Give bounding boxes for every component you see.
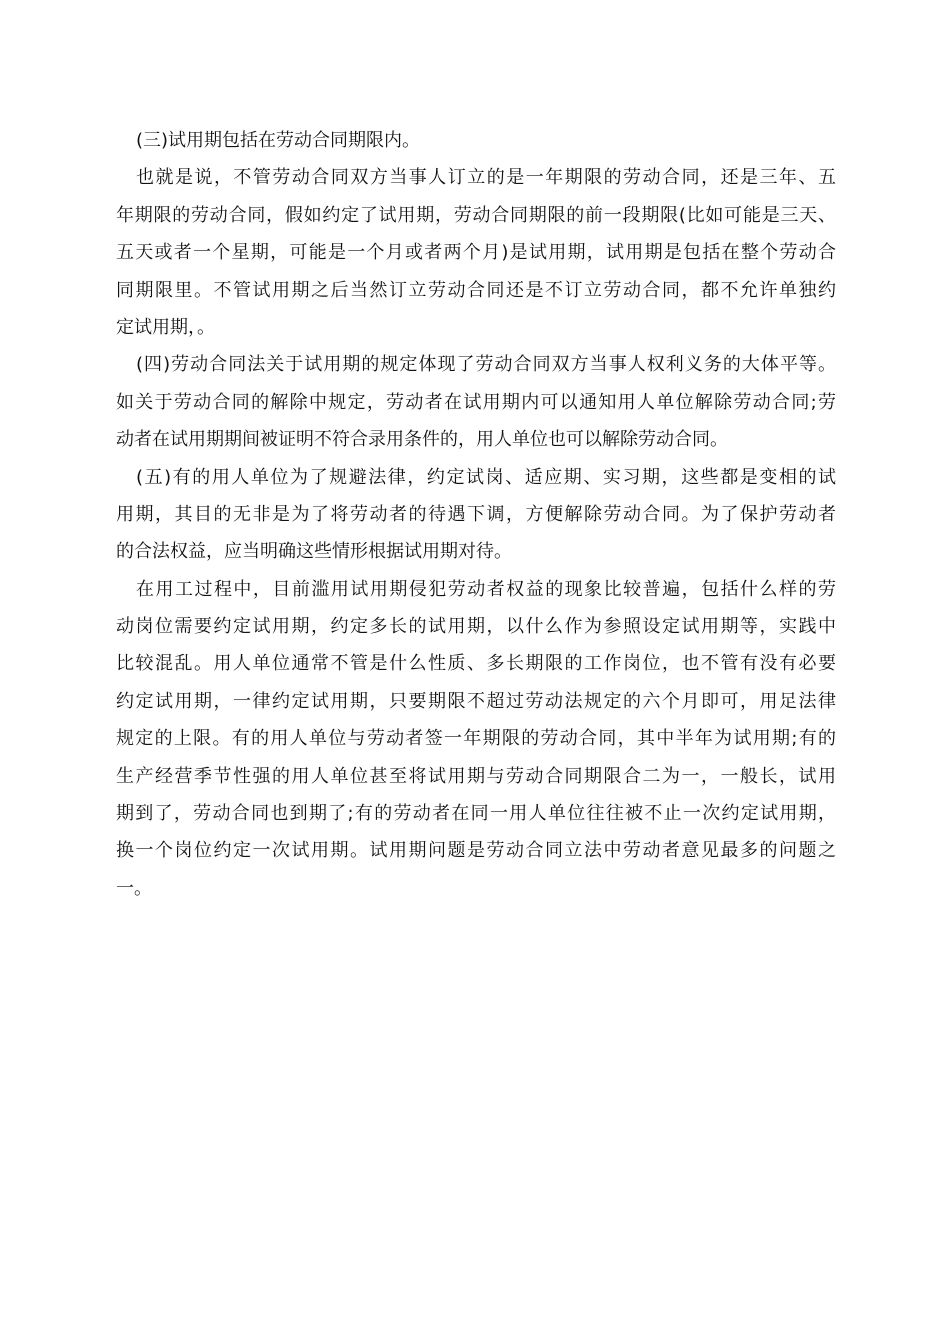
paragraph-line: 比较混乱。用人单位通常不管是什么性质、多长期限的工作岗位，也不管有没有必要 [116,653,836,675]
paragraph-line: 生产经营季节性强的用人单位甚至将试用期与劳动合同期限合二为一，一般长，试用 [116,765,836,787]
paragraph-line: 如关于劳动合同的解除中规定，劳动者在试用期内可以通知用人单位解除劳动合同;劳 [116,391,836,413]
paragraph-line: 一。 [116,877,152,899]
paragraph-line: (四)劳动合同法关于试用期的规定体现了劳动合同双方当事人权利义务的大体平等。 [136,354,836,376]
paragraph-line: 期到了，劳动合同也到期了;有的劳动者在同一用人单位往往被不止一次约定试用期， [116,803,836,825]
paragraph-line: 定试用期，。 [116,316,215,338]
paragraph-line: (五)有的用人单位为了规避法律，约定试岗、适应期、实习期，这些都是变相的试 [136,466,836,488]
paragraph-line: 用期，其目的无非是为了将劳动者的待遇下调，方便解除劳动合同。为了保护劳动者 [116,503,836,525]
paragraph-line: 约定试用期，一律约定试用期，只要期限不超过劳动法规定的六个月即可，用足法律 [116,690,836,712]
paragraph-line: (三)试用期包括在劳动合同期限内。 [136,130,421,151]
paragraph-line: 同期限里。不管试用期之后当然订立劳动合同还是不订立劳动合同，都不允许单独约 [116,279,836,301]
paragraph-line: 动岗位需要约定试用期，约定多长的试用期，以什么作为参照设定试用期等，实践中 [116,616,836,638]
paragraph-line: 的合法权益，应当明确这些情形根据试用期对待。 [116,541,512,563]
paragraph-line: 五天或者一个星期，可能是一个月或者两个月)是试用期，试用期是包括在整个劳动合 [116,242,836,264]
document-body [116,122,836,907]
paragraph-line: 换一个岗位约定一次试用期。试用期问题是劳动合同立法中劳动者意见最多的问题之 [116,840,836,862]
paragraph-line: 也就是说，不管劳动合同双方当事人订立的是一年期限的劳动合同，还是三年、五 [136,167,836,189]
paragraph-line: 在用工过程中，目前滥用试用期侵犯劳动者权益的现象比较普遍，包括什么样的劳 [136,578,836,600]
paragraph-line: 动者在试用期期间被证明不符合录用条件的，用人单位也可以解除劳动合同。 [116,429,728,451]
paragraph-line: 规定的上限。有的用人单位与劳动者签一年期限的劳动合同，其中半年为试用期;有的 [116,728,836,750]
paragraph-line: 年期限的劳动合同，假如约定了试用期，劳动合同期限的前一段期限(比如可能是三天、 [116,204,836,226]
